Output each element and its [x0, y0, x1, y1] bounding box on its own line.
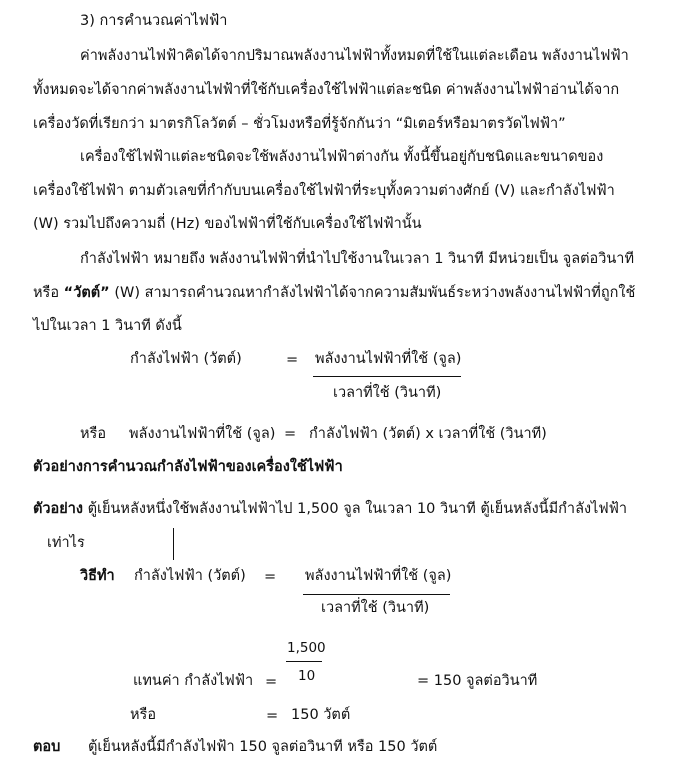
paragraph-3-line-1: กำลังไฟฟ้า หมายถึง พลังงานไฟฟ้าที่นำไปใช้งานในเวลา 1 วินาที มีหน่วยเป็น จูลต่อวินาที — [80, 251, 635, 267]
example-question-line-2: เท่าไร — [47, 535, 85, 551]
paragraph-1-line-1: ค่าพลังงานไฟฟ้าคิดได้จากปริมาณพลังงานไฟฟ้าทั้งหมดที่ใช้ในแต่ละเดือน พลังงานไฟฟ้า — [80, 48, 629, 64]
method-fraction-bar — [303, 594, 450, 595]
paragraph-3-line-3: ไปในเวลา 1 วินาที ดังนี้ — [33, 318, 182, 334]
section-heading: 3) การคำนวณค่าไฟฟ้า — [80, 13, 228, 29]
watt-term: “วัตต์” — [63, 285, 110, 301]
or-equals: = — [266, 708, 279, 724]
or-result: 150 วัตต์ — [291, 707, 351, 723]
alt-formula-lhs: พลังงานไฟฟ้าที่ใช้ (จูล) — [129, 426, 276, 442]
alt-formula-rhs: กำลังไฟฟ้า (วัตต์) x เวลาที่ใช้ (วินาที) — [309, 426, 547, 442]
method-label: วิธีทำ — [80, 568, 115, 584]
substitution-fraction-bar — [286, 661, 322, 662]
example-question-line-1 — [33, 499, 627, 519]
formula-denominator: เวลาที่ใช้ (วินาที) — [333, 385, 442, 401]
example-label: ตัวอย่าง — [33, 501, 83, 517]
text-cursor — [173, 528, 174, 560]
method-denominator: เวลาที่ใช้ (วินาที) — [321, 600, 430, 616]
paragraph-2-line-2: เครื่องใช้ไฟฟ้า ตามตัวเลขที่กำกับบนเครื่องใช้ไฟฟ้าที่ระบุทั้งความต่างศักย์ (V) และกำลังไฟฟ้า — [33, 183, 615, 199]
alt-formula-equals: = — [284, 426, 297, 442]
alt-formula-prefix: หรือ — [80, 426, 107, 442]
answer-text: ตู้เย็นหลังนี้มีกำลังไฟฟ้า 150 จูลต่อวินาที หรือ 150 วัตต์ — [88, 739, 438, 755]
substitution-label: แทนค่า กำลังไฟฟ้า — [133, 673, 254, 689]
formula-fraction-bar — [313, 376, 461, 377]
paragraph-3-rest: (W) สามารถคำนวณหากำลังไฟฟ้าได้จากความสัมพันธ์ระหว่างพลังงานไฟฟ้าที่ถูกใช้ — [109, 285, 636, 301]
substitution-equals: = — [265, 674, 278, 690]
example-heading: ตัวอย่างการคำนวณกำลังไฟฟ้าของเครื่องใช้ไฟฟ้า — [33, 459, 343, 475]
paragraph-3-prefix: หรือ — [33, 285, 64, 301]
paragraph-1-line-3: เครื่องวัดที่เรียกว่า มาตรกิโลวัตต์ – ชั่วโมงหรือที่รู้จักกันว่า “มิเตอร์หรือมาตรวัดไฟฟ้า” — [33, 116, 566, 132]
method-equals: = — [264, 569, 277, 585]
answer-label: ตอบ — [33, 739, 61, 755]
paragraph-3-line-2 — [33, 283, 635, 303]
substitution-result: = 150 จูลต่อวินาที — [417, 673, 538, 689]
paragraph-2-line-1: เครื่องใช้ไฟฟ้าแต่ละชนิดจะใช้พลังงานไฟฟ้าต่างกัน ทั้งนี้ขึ้นอยู่กับชนิดและขนาดของ — [80, 149, 604, 165]
substitution-denominator: 10 — [298, 668, 316, 684]
example-question-text: ตู้เย็นหลังหนึ่งใช้พลังงานไฟฟ้าไป 1,500 จูล ในเวลา 10 วินาที ตู้เย็นหลังนี้มีกำลังไฟฟ้า — [83, 501, 628, 517]
method-lhs: กำลังไฟฟ้า (วัตต์) — [134, 568, 246, 584]
formula-equals: = — [286, 352, 299, 368]
paragraph-1-line-2: ทั้งหมดจะได้จากค่าพลังงานไฟฟ้าที่ใช้กับเครื่องใช้ไฟฟ้าแต่ละชนิด ค่าพลังงานไฟฟ้าอ่านได้จาก — [33, 82, 620, 98]
formula-lhs: กำลังไฟฟ้า (วัตต์) — [130, 351, 242, 367]
paragraph-2-line-3: (W) รวมไปถึงความถี่ (Hz) ของไฟฟ้าที่ใช้กับเครื่องใช้ไฟฟ้านั้น — [33, 216, 422, 232]
substitution-numerator: 1,500 — [287, 640, 326, 656]
formula-numerator: พลังงานไฟฟ้าที่ใช้ (จูล) — [315, 351, 462, 367]
method-numerator: พลังงานไฟฟ้าที่ใช้ (จูล) — [305, 568, 452, 584]
or-label: หรือ — [130, 707, 157, 723]
